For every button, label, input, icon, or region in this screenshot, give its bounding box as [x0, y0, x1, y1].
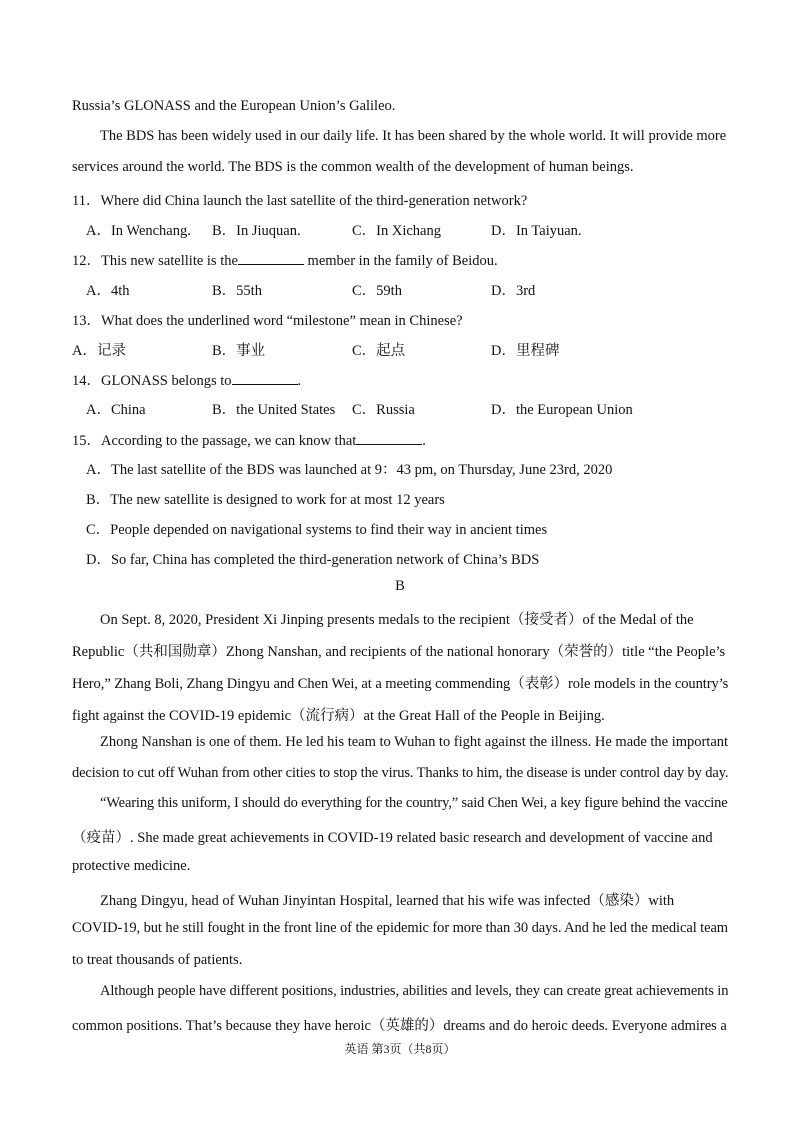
passage-b-line: decision to cut off Wuhan from other cities to stop the virus. Thanks to him, the disease is under control day by day.	[72, 765, 729, 781]
question-15-stem	[72, 429, 426, 450]
q15-option-a: A．The last satellite of the BDS was launched at 9：43 pm, on Thursday, June 23rd, 2020	[86, 462, 613, 478]
q13-option-d: D．里程碑	[491, 343, 560, 359]
section-b-label: B	[395, 578, 405, 594]
stem-text: 15．According to the passage, we can know that	[72, 433, 357, 449]
passage-text-line: Russia’s GLONASS and the European Union’s Galileo.	[72, 98, 396, 114]
q13-option-a: A．记录	[72, 343, 126, 359]
stem-text: 12．This new satellite is the	[72, 253, 238, 269]
stem-text: 14．GLONASS belongs to	[72, 373, 232, 389]
q15-option-d: D．So far, China has completed the third-generation network of China’s BDS	[86, 552, 540, 568]
passage-text-line: services around the world. The BDS is the common wealth of the development of human beings.	[72, 159, 634, 175]
q11-option-d: D．In Taiyuan.	[491, 223, 582, 239]
q12-option-b: B．55th	[212, 283, 262, 299]
answer-blank	[232, 373, 298, 385]
passage-b-line: Although people have different positions, industries, abilities and levels, they can create great achievements in	[100, 983, 729, 999]
stem-text: .	[422, 433, 426, 449]
q14-option-a: A．China	[86, 402, 146, 418]
q15-option-c: C．People depended on navigational systems to find their way in ancient times	[86, 522, 548, 538]
q14-option-b: B．the United States	[212, 402, 336, 418]
q12-option-c: C．59th	[352, 283, 402, 299]
q11-option-a: A．In Wenchang.	[86, 223, 191, 239]
passage-b-line: Republic（共和国勋章）Zhong Nanshan, and recipients of the national honorary（荣誉的）title “the People’s	[72, 644, 726, 660]
question-11-stem: 11．Where did China launch the last satellite of the third-generation network?	[72, 193, 528, 209]
passage-b-line: Hero,” Zhang Boli, Zhang Dingyu and Chen Wei, at a meeting commending（表彰）role models in the country’s	[72, 676, 729, 692]
q13-option-c: C．起点	[352, 343, 406, 359]
question-13-stem: 13．What does the underlined word “milestone” mean in Chinese?	[72, 313, 463, 329]
passage-b-line: protective medicine.	[72, 858, 191, 874]
q14-option-c: C．Russia	[352, 402, 415, 418]
answer-blank	[238, 253, 304, 265]
stem-text: .	[297, 373, 302, 389]
q13-option-b: B．事业	[212, 343, 266, 359]
q11-option-c: C．In Xichang	[352, 223, 441, 239]
answer-blank	[356, 433, 422, 445]
passage-b-line: “Wearing this uniform, I should do everything for the country,” said Chen Wei, a key figure behind the vaccine	[100, 795, 728, 811]
page-footer: 英语 第3页（共8页）	[344, 1042, 456, 1056]
stem-text: member in the family of Beidou.	[307, 253, 498, 269]
q11-option-b: B．In Jiuquan.	[212, 223, 301, 239]
passage-b-line: （疫苗）. She made great achievements in COVID-19 related basic research and development of vaccine and	[72, 830, 713, 846]
question-14-stem	[72, 369, 301, 390]
q15-option-b: B．The new satellite is designed to work for at most 12 years	[86, 492, 445, 508]
passage-b-line: Zhang Dingyu, head of Wuhan Jinyintan Hospital, learned that his wife was infected（感染）with	[100, 893, 675, 909]
passage-b-line: On Sept. 8, 2020, President Xi Jinping presents medals to the recipient（接受者）of the Medal of the	[100, 612, 694, 628]
passage-b-line: COVID-19, but he still fought in the front line of the epidemic for more than 30 days. And he led the medical team	[72, 920, 728, 936]
question-12-stem	[72, 249, 498, 270]
passage-b-line: Zhong Nanshan is one of them. He led his team to Wuhan to fight against the illness. He made the important	[100, 734, 729, 750]
q12-option-a: A．4th	[86, 283, 130, 299]
q14-option-d: D．the European Union	[491, 402, 633, 418]
q12-option-d: D．3rd	[491, 283, 536, 299]
passage-b-line: fight against the COVID-19 epidemic（流行病）at the Great Hall of the People in Beijing.	[72, 708, 605, 724]
passage-b-line: to treat thousands of patients.	[72, 952, 243, 968]
passage-text-line: The BDS has been widely used in our daily life. It has been shared by the whole world. It will provide more	[100, 128, 727, 144]
passage-b-line: common positions. That’s because they have heroic（英雄的）dreams and do heroic deeds. Everyone admires a	[72, 1018, 727, 1034]
